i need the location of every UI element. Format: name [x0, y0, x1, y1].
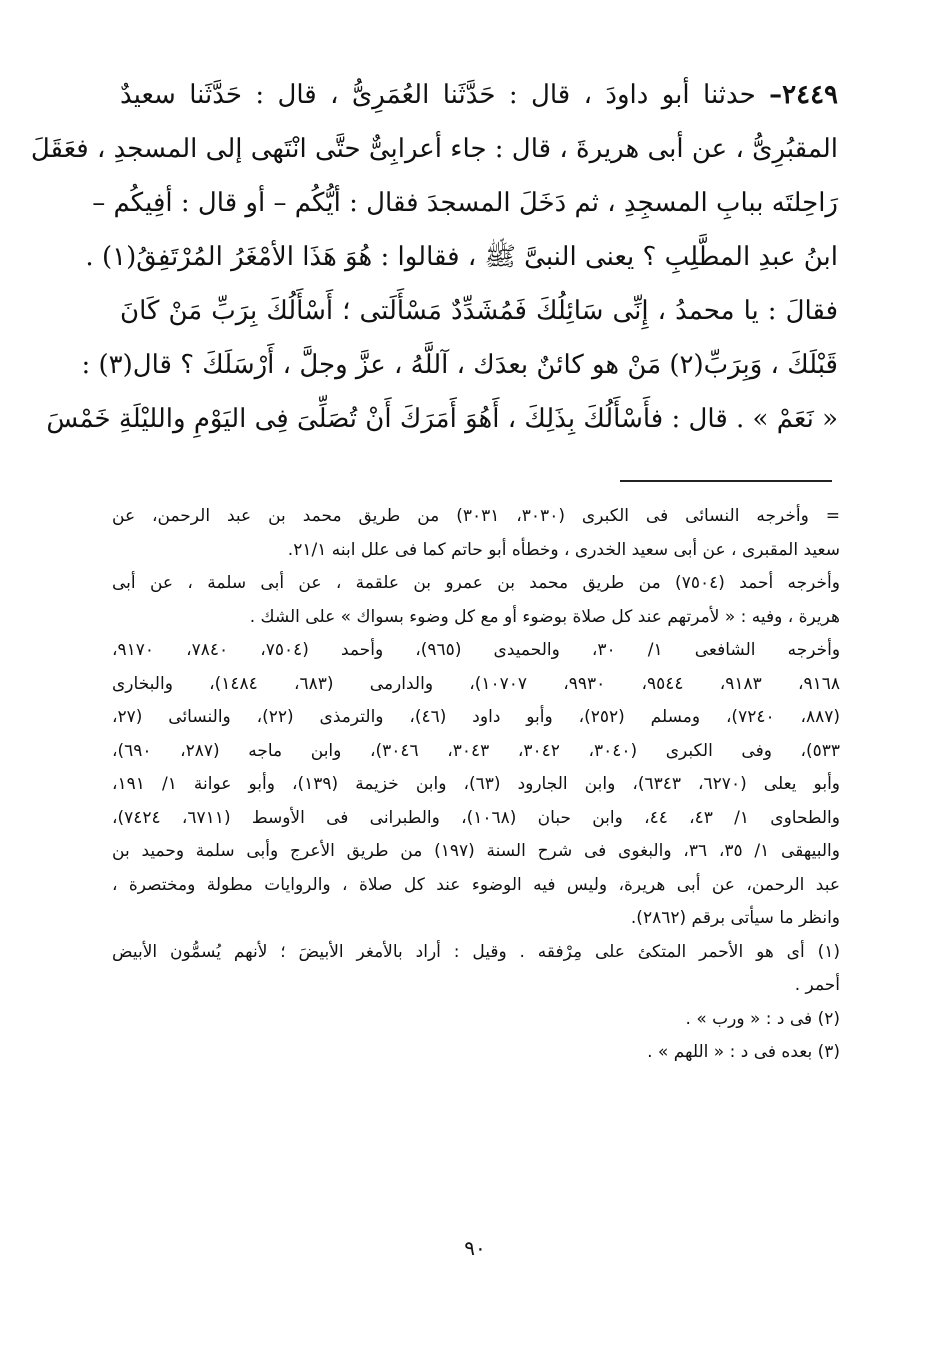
footnote-line: (٨٨٧، ٧٢٤٠)، ومسلم (٢٥٢)، وأبو داود (٤٦)، والترمذى (٢٢)، والنسائى (٢٧، [112, 707, 841, 727]
footnote-line: هريرة ، وفيه : « لأمرتهم عند كل صلاة بوضوء أو مع كل وضوء بسواك » على الشك . [249, 606, 840, 627]
hadith-line-text: حدثنا أبو داودَ ، قال : حَدَّثَنا العُمَرِىُّ ، قال : حَدَّثَنا سعيدٌ [120, 80, 756, 110]
footnote-line: (٣) بعده فى د : « اللهم » . [647, 1042, 840, 1062]
hadith-text [30, 68, 839, 446]
footnote-line: وأخرجه الشافعى ١/ ٣٠، والحميدى (٩٦٥)، وأحمد (٧٥٠٤، ٧٨٤٠، ٩١٧٠، [112, 640, 841, 660]
footnote-line: عبد الرحمن، عن أبى هريرة، وليس فيه الوضوء عند كل صلاة ، والروايات مطولة ومختصرة ، [112, 874, 840, 895]
hadith-line: رَاحِلتَه ببابِ المسجِدِ ، ثم دَخَلَ المسجدَ فقال : أيُّكُم – أو قال : أفِيكُم – [92, 188, 838, 218]
footnote-line: والطحاوى ١/ ٤٣، ٤٤، وابن حبان (١٠٦٨)، والطبرانى فى الأوسط (٦٧١١، ٧٤٢٤)، [112, 807, 840, 828]
footnote-line: وأخرجه أحمد (٧٥٠٤) من طريق محمد بن عمرو بن علقمة ، عن أبى سلمة ، عن أبى [112, 573, 840, 593]
hadith-line: ابنُ عبدِ المطَّلِبِ ؟ يعنى النبىَّ ﷺ ، فقالوا : هُوَ هَذَا الأمْغَرُ المُرْتَفِقُ(١) . [85, 242, 838, 272]
footnote-line: ٥٣٣)، وفى الكبرى (٣٠٤٠، ٣٠٤٢، ٣٠٤٣، ٣٠٤٦)، وابن ماجه (٢٨٧، ٦٩٠)، [112, 740, 841, 761]
hadith-line: « نَعَمْ » . قال : فأَسْأَلُكَ بِذَلِكَ ، أَهُوَ أَمَرَكَ أَنْ تُصَلِّىَ فِى اليَوْمِ والليْلَةِ خَمْسَ [46, 404, 838, 434]
hadith-number: ٢٤٤٩– [769, 80, 839, 110]
hadith-line [120, 68, 838, 122]
footnote-line: والبيهقى ١/ ٣٥، ٣٦، والبغوى فى شرح السنة (١٩٧) من طريق الأعرج وأبى سلمة وحميد بن [112, 841, 840, 861]
footnote-line: وأبو يعلى (٦٢٧٠، ٦٣٤٣)، وابن الجارود (٦٣)، وابن خزيمة (١٣٩)، وأبو عوانة ١/ ١٩١، [112, 774, 841, 794]
hadith-line: المقبُرِىُّ ، عن أبى هريرةَ ، قال : جاء أعرابِىٌّ حتَّى انْتَهى إلى المسجدِ ، فعَقَلَ [30, 134, 838, 164]
footnote-line: ٩١٦٨، ٩١٨٣، ٩٥٤٤، ٩٩٣٠، ١٠٧٠٧)، والدارمى (٦٨٣، ١٤٨٤)، والبخارى [112, 673, 841, 694]
hadith-line: قَبْلَكَ ، وَبِرَبِّ(٢) مَنْ هو كائنٌ بعدَك ، آللَّهُ ، عزَّ وجلَّ ، أَرْسَلَكَ ؟ قال(٣) : [81, 350, 838, 380]
page-number: ٩٠ [464, 1236, 486, 1260]
footnote-line: سعيد المقبرى ، عن أبى سعيد الخدرى ، وخطأه أبو حاتم كما فى علل ابنه ٢١/١. [287, 539, 840, 560]
footnote-line: أحمر . [794, 975, 840, 995]
footnotes [112, 500, 840, 1070]
hadith-line: فقالَ : يا محمدُ ، إِنِّى سَائِلُكَ فَمُشَدِّدٌ مَسْأَلَتى ؛ أَسْأَلُكَ بِرَبِّ مَنْ كَانَ [120, 296, 839, 326]
footnote-line: وانظر ما سيأتى برقم (٢٨٦٢). [630, 908, 840, 928]
footnote-line: (٢) فى د : « ورب » . [685, 1008, 840, 1029]
footnote-separator [620, 480, 832, 482]
footnote-line: = وأخرجه النسائى فى الكبرى (٣٠٣٠، ٣٠٣١) من طريق محمد بن عبد الرحمن، عن [112, 506, 840, 526]
footnote-line: (١) أى هو الأحمر المتكئ على مِرْفقه . وقيل : أراد بالأمغر الأبيضَ ؛ لأنهم يُسمُّون الأبيض [112, 941, 840, 962]
